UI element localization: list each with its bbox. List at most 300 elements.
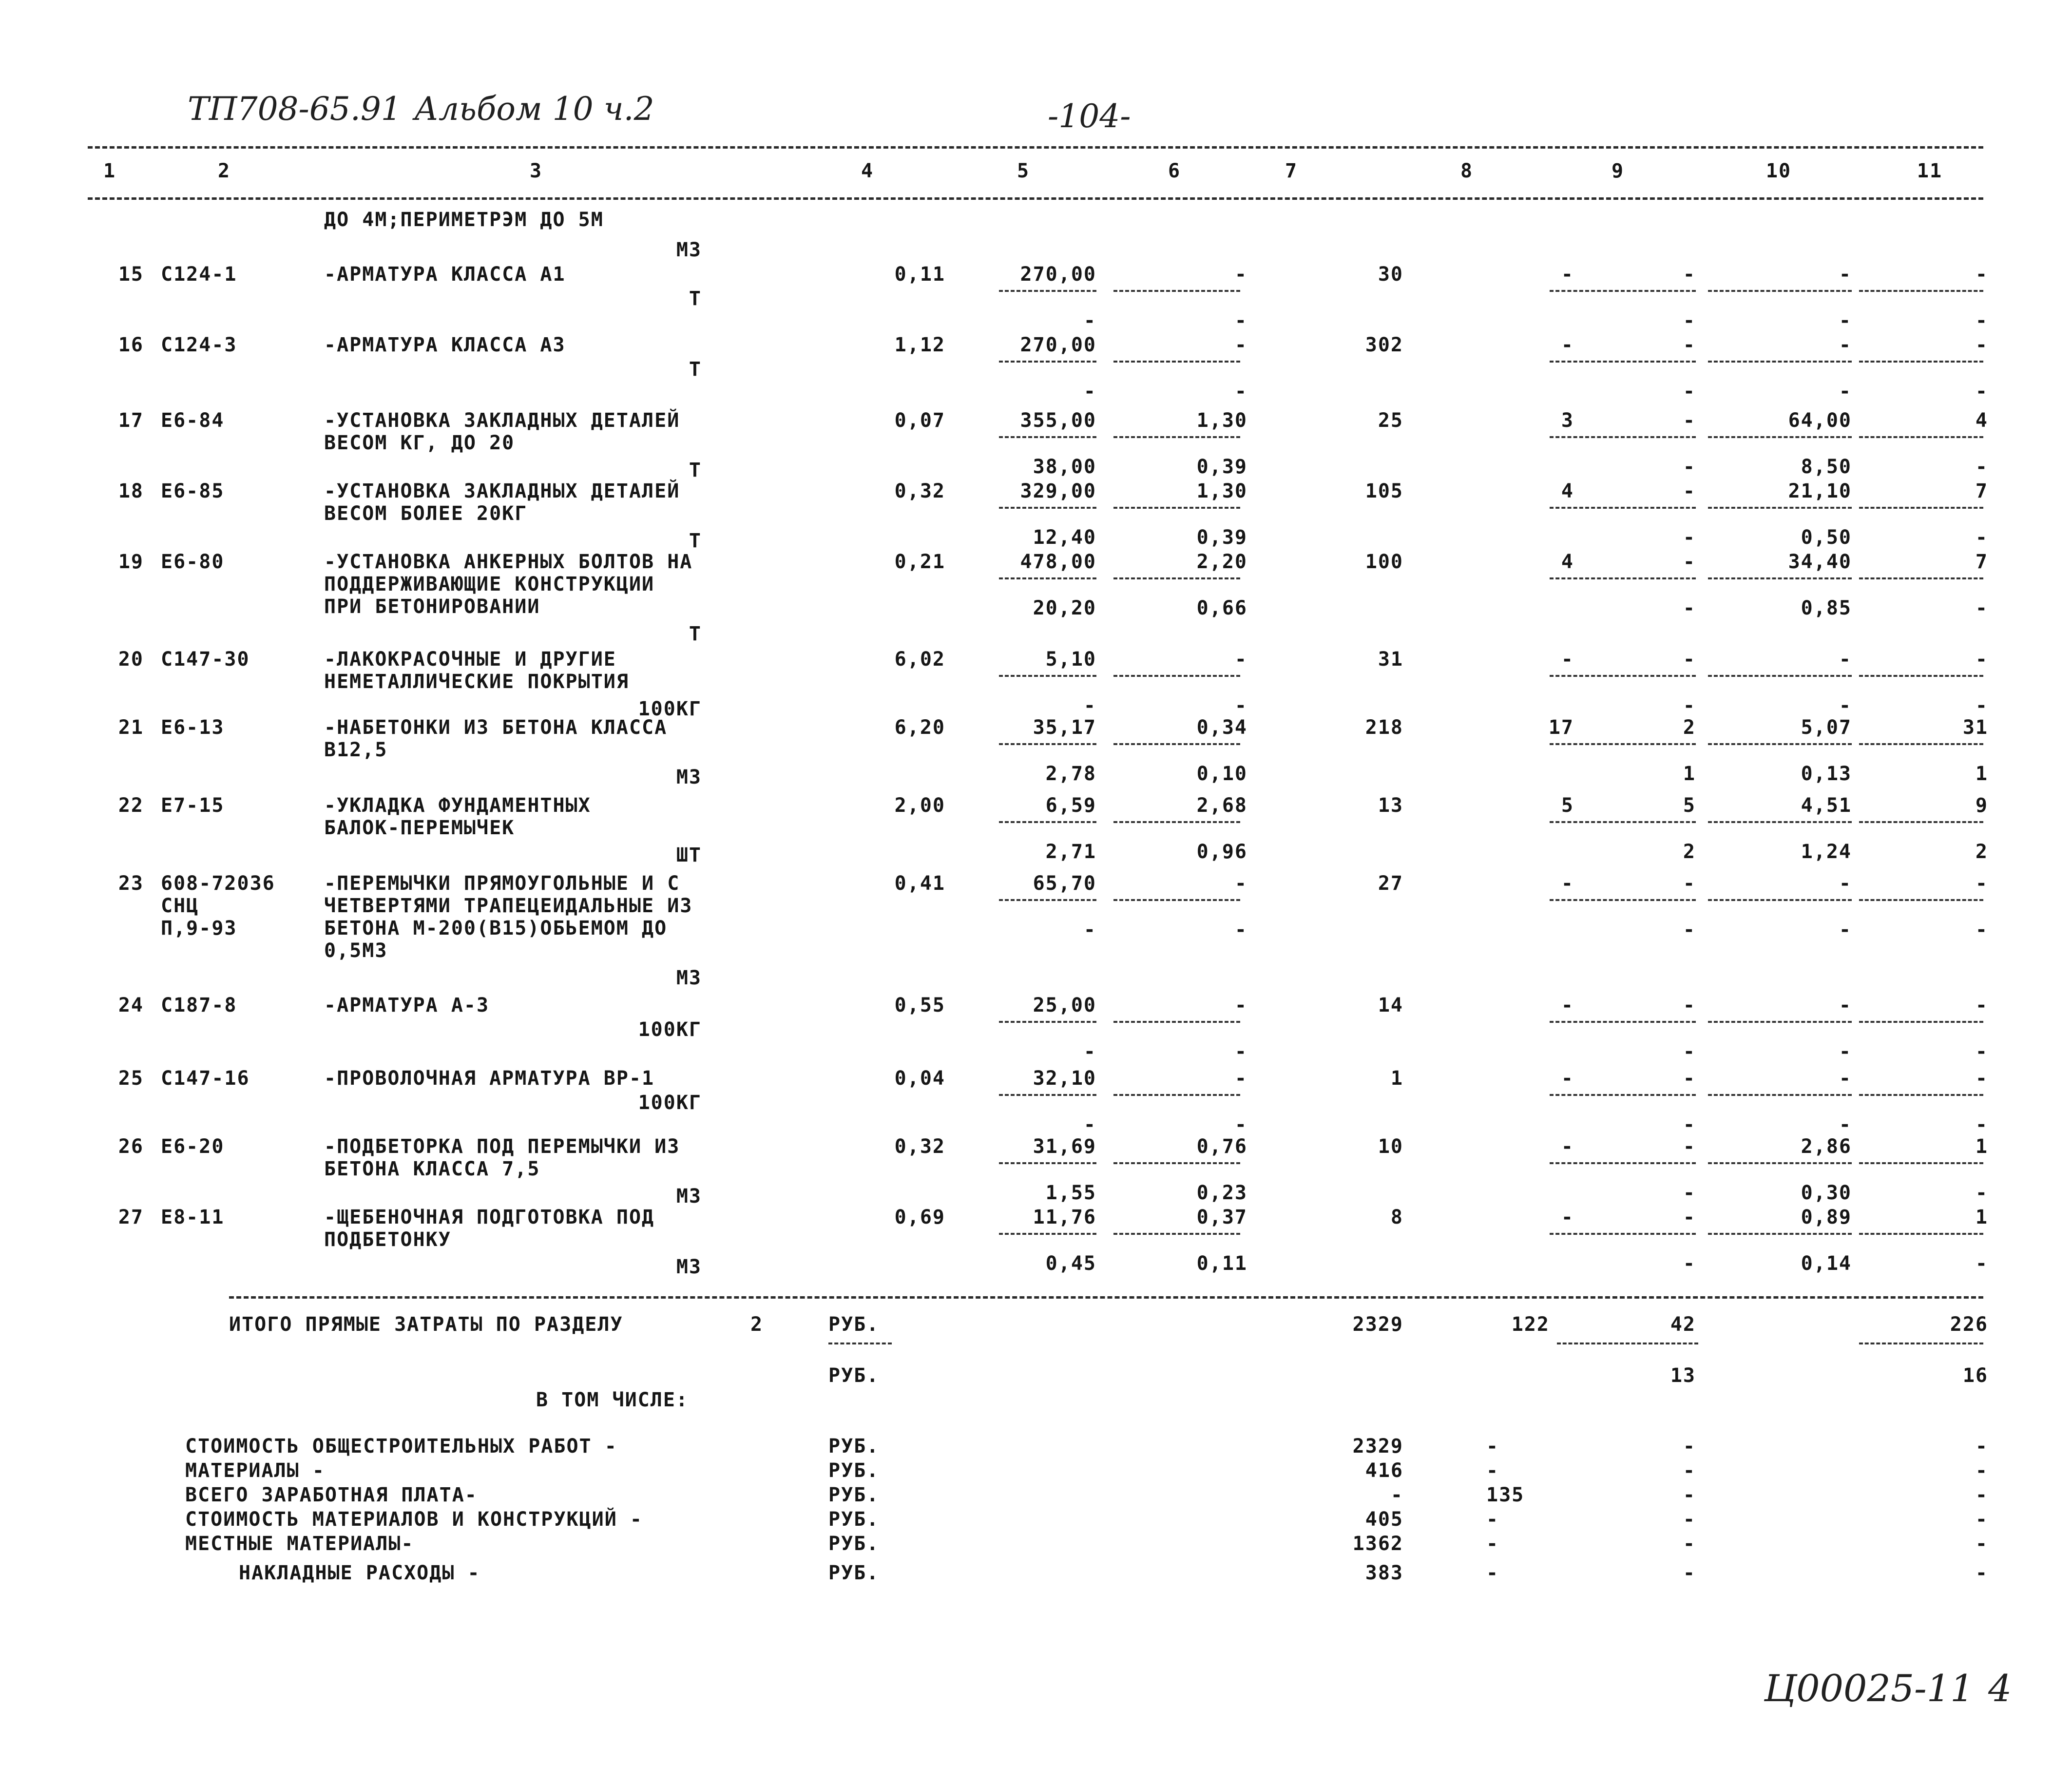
totals-top-rule <box>229 1296 1983 1299</box>
cell-divider <box>1708 1233 1852 1235</box>
row-description: -НАБЕТОНКИ ИЗ БЕТОНА КЛАССА <box>324 716 668 739</box>
cell-divider <box>1859 1162 1983 1164</box>
row-number: 18 <box>118 480 144 502</box>
cell-col6-sub: 0,23 <box>1196 1182 1247 1204</box>
summary-col7: 383 <box>1365 1562 1403 1584</box>
cell-col6: 1,30 <box>1196 480 1247 502</box>
cell-col4: 0,32 <box>894 1135 945 1158</box>
cell-divider <box>1113 743 1240 745</box>
cell-divider <box>999 361 1096 363</box>
cell-col8: - <box>1561 263 1574 286</box>
cell-col10-sub: 0,50 <box>1801 526 1852 549</box>
summary-unit: РУБ. <box>828 1435 880 1458</box>
cell-col8: 17 <box>1548 716 1574 739</box>
cell-col6: 2,68 <box>1196 794 1247 817</box>
summary-col11: - <box>1975 1459 1988 1482</box>
cell-col7: 14 <box>1378 994 1403 1017</box>
cell-col9-sub: - <box>1683 1113 1696 1136</box>
cell-col8: - <box>1561 994 1574 1017</box>
cell-col6-sub: 0,66 <box>1196 597 1247 619</box>
row-description: ВЕСОМ КГ, ДО 20 <box>324 432 515 454</box>
cell-col9-sub: - <box>1683 919 1696 941</box>
cell-col6: - <box>1234 334 1247 356</box>
row-number: 26 <box>118 1135 144 1158</box>
cell-col9: - <box>1683 334 1696 356</box>
cell-divider <box>999 1162 1096 1164</box>
column-number: 3 <box>529 160 543 182</box>
summary-col7: 1362 <box>1352 1533 1403 1555</box>
cell-col10: 34,40 <box>1788 551 1852 573</box>
summary-label: НАКЛАДНЫЕ РАСХОДЫ - <box>239 1562 480 1584</box>
cell-col6: 0,37 <box>1196 1206 1247 1228</box>
cell-col5: 11,76 <box>1033 1206 1096 1228</box>
cell-col6-sub: - <box>1234 1040 1247 1063</box>
row-unit: 100КГ <box>638 1018 702 1041</box>
summary-col8: - <box>1486 1508 1499 1531</box>
row-description: НЕМЕТАЛЛИЧЕСКИЕ ПОКРЫТИЯ <box>324 671 629 693</box>
cell-col4: 0,21 <box>894 551 945 573</box>
summary-unit: РУБ. <box>828 1533 880 1555</box>
row-unit: МЗ <box>676 766 702 788</box>
cell-col9: 5 <box>1683 794 1696 817</box>
summary-col9: - <box>1683 1484 1696 1506</box>
row-description: -ПЕРЕМЫЧКИ ПРЯМОУГОЛЬНЫЕ И С <box>324 872 680 895</box>
summary-unit: РУБ. <box>828 1508 880 1531</box>
cell-col6: - <box>1234 648 1247 671</box>
cell-col4: 0,55 <box>894 994 945 1017</box>
summary-col7: 416 <box>1365 1459 1403 1482</box>
summary-col11: - <box>1975 1508 1988 1531</box>
cell-col7: 31 <box>1378 648 1403 671</box>
cell-divider <box>1708 436 1852 438</box>
row-code: СНЦ <box>161 895 199 917</box>
cell-col10-sub: 0,14 <box>1801 1252 1852 1275</box>
cell-divider <box>1708 1162 1852 1164</box>
cell-divider <box>1550 361 1696 363</box>
cell-col11-sub: - <box>1975 919 1988 941</box>
summary-col8: 135 <box>1486 1484 1525 1506</box>
cell-col10: - <box>1839 334 1852 356</box>
cell-col6-sub: - <box>1234 694 1247 717</box>
cell-col11-sub: - <box>1975 1113 1988 1136</box>
row-code: Е6-80 <box>161 551 225 573</box>
cell-col11: 7 <box>1975 551 1988 573</box>
cell-col11: - <box>1975 994 1988 1017</box>
row-number: 27 <box>118 1206 144 1228</box>
cell-col7: 10 <box>1378 1135 1403 1158</box>
cell-divider <box>1113 675 1240 677</box>
cell-divider <box>1708 1021 1852 1023</box>
cell-divider <box>1113 436 1240 438</box>
cell-col5: 270,00 <box>1020 263 1096 286</box>
row-description: БАЛОК-ПЕРЕМЫЧЕК <box>324 817 515 839</box>
cell-col10: - <box>1839 1067 1852 1090</box>
cell-col8: - <box>1561 872 1574 895</box>
cell-col8: 4 <box>1561 480 1574 502</box>
cell-col11: - <box>1975 334 1988 356</box>
cell-col7: 1 <box>1390 1067 1403 1090</box>
total-unit-divider <box>828 1343 892 1344</box>
row-number: 15 <box>118 263 144 286</box>
cell-col6-sub: 0,10 <box>1196 763 1247 785</box>
cell-col7: 25 <box>1378 409 1403 432</box>
cell-divider <box>1859 290 1983 292</box>
cell-divider <box>1859 1233 1983 1235</box>
row-description: -УСТАНОВКА ЗАКЛАДНЫХ ДЕТАЛЕЙ <box>324 409 680 432</box>
cell-divider <box>999 577 1096 579</box>
row-code: С187-8 <box>161 994 237 1017</box>
cell-divider <box>999 290 1096 292</box>
cell-divider <box>1550 577 1696 579</box>
cell-col9-sub: 2 <box>1683 841 1696 863</box>
cell-col10-sub: - <box>1839 694 1852 717</box>
cell-col9: - <box>1683 994 1696 1017</box>
row-unit: МЗ <box>676 239 702 261</box>
cell-col6-sub: - <box>1234 309 1247 332</box>
footer-sheet-number: 4 <box>1988 1667 2012 1710</box>
cell-col11-sub: - <box>1975 1252 1988 1275</box>
cell-col7: 8 <box>1390 1206 1403 1228</box>
cell-divider <box>1550 1021 1696 1023</box>
cell-divider <box>1113 577 1240 579</box>
cell-col5: 31,69 <box>1033 1135 1096 1158</box>
total-label: ИТОГО ПРЯМЫЕ ЗАТРАТЫ ПО РАЗДЕЛУ <box>229 1313 623 1336</box>
cell-col4: 1,12 <box>894 334 945 356</box>
cell-col11-sub: - <box>1975 380 1988 403</box>
cell-col9-sub: - <box>1683 1040 1696 1063</box>
row-code: Е6-85 <box>161 480 225 502</box>
summary-col11: - <box>1975 1435 1988 1458</box>
row-code: С147-30 <box>161 648 250 671</box>
row-unit: МЗ <box>676 1256 702 1278</box>
cell-col10-sub: 1,24 <box>1801 841 1852 863</box>
row-unit: Т <box>689 358 702 381</box>
cell-col11: - <box>1975 263 1988 286</box>
cell-col6-sub: 0,96 <box>1196 841 1247 863</box>
total-col11-sub: 16 <box>1962 1364 1988 1387</box>
summary-col9: - <box>1683 1562 1696 1584</box>
including-heading: В ТОМ ЧИСЛЕ: <box>536 1389 689 1411</box>
row-number: 24 <box>118 994 144 1017</box>
cell-col10: - <box>1839 872 1852 895</box>
summary-unit: РУБ. <box>828 1459 880 1482</box>
column-number: 8 <box>1460 160 1474 182</box>
row-description: -ПРОВОЛОЧНАЯ АРМАТУРА ВР-1 <box>324 1067 655 1090</box>
cell-col10-sub: - <box>1839 380 1852 403</box>
cell-divider <box>999 675 1096 677</box>
cell-col10-sub: 8,50 <box>1801 456 1852 478</box>
cell-col11: 31 <box>1962 716 1988 739</box>
row-description: ПОДДЕРЖИВАЮЩИЕ КОНСТРУКЦИИ <box>324 573 655 595</box>
row-code: С124-1 <box>161 263 237 286</box>
page-number: -104- <box>1048 97 1131 135</box>
summary-col11: - <box>1975 1484 1988 1506</box>
total-col11: 226 <box>1950 1313 1988 1336</box>
cell-col8: - <box>1561 1206 1574 1228</box>
cell-col5: 25,00 <box>1033 994 1096 1017</box>
cell-col10: - <box>1839 994 1852 1017</box>
cell-divider <box>1550 821 1696 823</box>
cell-col5: 35,17 <box>1033 716 1096 739</box>
cell-col8: 3 <box>1561 409 1574 432</box>
cell-col5-sub: 2,71 <box>1045 841 1096 863</box>
row-description: -АРМАТУРА А-3 <box>324 994 490 1017</box>
cell-col11-sub: 1 <box>1975 763 1988 785</box>
cell-divider <box>999 507 1096 509</box>
row-number: 23 <box>118 872 144 895</box>
cell-col5-sub: - <box>1083 1113 1096 1136</box>
cell-col8: - <box>1561 1067 1574 1090</box>
row-unit: Т <box>689 623 702 645</box>
cell-divider <box>1708 743 1852 745</box>
cell-col10-sub: 0,13 <box>1801 763 1852 785</box>
cell-col10: 64,00 <box>1788 409 1852 432</box>
cell-col11-sub: - <box>1975 597 1988 619</box>
cell-divider <box>1550 743 1696 745</box>
cell-col9: - <box>1683 648 1696 671</box>
cell-col5-sub: 38,00 <box>1033 456 1096 478</box>
cell-col6-sub: - <box>1234 1113 1247 1136</box>
cell-divider <box>1550 1233 1696 1235</box>
cell-col10: 21,10 <box>1788 480 1852 502</box>
column-number: 10 <box>1765 160 1792 182</box>
summary-col7: 2329 <box>1352 1435 1403 1458</box>
row-code: Е8-11 <box>161 1206 225 1228</box>
cell-col8: - <box>1561 334 1574 356</box>
cell-col9-sub: - <box>1683 1252 1696 1275</box>
row-unit: МЗ <box>676 1185 702 1208</box>
cell-divider <box>1859 821 1983 823</box>
cell-divider <box>1550 507 1696 509</box>
cell-col4: 6,02 <box>894 648 945 671</box>
cell-divider <box>1708 361 1852 363</box>
cell-col10-sub: 0,85 <box>1801 597 1852 619</box>
cell-col11: - <box>1975 872 1988 895</box>
cell-col5-sub: 12,40 <box>1033 526 1096 549</box>
cell-divider <box>1708 675 1852 677</box>
cell-col6-sub: 0,39 <box>1196 526 1247 549</box>
cell-divider <box>1708 899 1852 901</box>
cell-col9-sub: - <box>1683 1182 1696 1204</box>
cell-col9-sub: - <box>1683 380 1696 403</box>
cell-divider <box>1708 507 1852 509</box>
cell-col11: 7 <box>1975 480 1988 502</box>
cell-col5: 5,10 <box>1045 648 1096 671</box>
cell-col9: - <box>1683 480 1696 502</box>
cell-col9: - <box>1683 1135 1696 1158</box>
continuation-text: ДО 4М;ПЕРИМЕТРЭМ ДО 5М <box>324 209 604 231</box>
row-unit: 100КГ <box>638 1092 702 1114</box>
row-description: -УСТАНОВКА ЗАКЛАДНЫХ ДЕТАЛЕЙ <box>324 480 680 502</box>
cell-col9: - <box>1683 872 1696 895</box>
row-unit: Т <box>689 459 702 481</box>
cell-divider <box>1859 675 1983 677</box>
cell-col6: - <box>1234 263 1247 286</box>
row-description: БЕТОНА М-200(В15)ОБЬЕМОМ ДО <box>324 917 668 940</box>
row-description: ПОДБЕТОНКУ <box>324 1228 451 1251</box>
cell-col9-sub: - <box>1683 309 1696 332</box>
cell-col10-sub: 0,30 <box>1801 1182 1852 1204</box>
cell-col7: 100 <box>1365 551 1403 573</box>
cell-col8: - <box>1561 648 1574 671</box>
footer-stamp: Ц00025-11 <box>1764 1667 1974 1710</box>
cell-col10-sub: - <box>1839 1040 1852 1063</box>
cell-divider <box>1708 577 1852 579</box>
cell-col11: 4 <box>1975 409 1988 432</box>
cell-col10: - <box>1839 648 1852 671</box>
cell-col11-sub: - <box>1975 1040 1988 1063</box>
cell-col5: 329,00 <box>1020 480 1096 502</box>
cell-divider <box>999 1233 1096 1235</box>
doc-code: ТП708-65.91 <box>188 90 402 128</box>
cell-divider <box>1113 1162 1240 1164</box>
cell-divider <box>999 899 1096 901</box>
cell-divider <box>1550 675 1696 677</box>
cell-col7: 27 <box>1378 872 1403 895</box>
row-code: С124-3 <box>161 334 237 356</box>
row-code: Е6-13 <box>161 716 225 739</box>
table-top-rule <box>88 146 1983 149</box>
row-description: -УСТАНОВКА АНКЕРНЫХ БОЛТОВ НА <box>324 551 693 573</box>
cell-col5-sub: 2,78 <box>1045 763 1096 785</box>
cell-divider <box>999 1094 1096 1096</box>
cell-col5-sub: 0,45 <box>1045 1252 1096 1275</box>
total-col9-sub: 13 <box>1670 1364 1696 1387</box>
cell-divider <box>1859 436 1983 438</box>
summary-col8: - <box>1486 1435 1499 1458</box>
column-number: 6 <box>1168 160 1181 182</box>
summary-col11: - <box>1975 1533 1988 1555</box>
total-col11-divider <box>1859 1343 1983 1344</box>
row-code: С147-16 <box>161 1067 250 1090</box>
cell-col5-sub: - <box>1083 694 1096 717</box>
cell-col4: 2,00 <box>894 794 945 817</box>
cell-col4: 0,07 <box>894 409 945 432</box>
row-description: -ЩЕБЕНОЧНАЯ ПОДГОТОВКА ПОД <box>324 1206 655 1228</box>
row-description: ВЕСОМ БОЛЕЕ 20КГ <box>324 502 528 525</box>
cell-col6: - <box>1234 872 1247 895</box>
cell-col10: 2,86 <box>1801 1135 1852 1158</box>
cell-divider <box>1113 1233 1240 1235</box>
row-description: ПРИ БЕТОНИРОВАНИИ <box>324 595 540 618</box>
cell-col5-sub: 1,55 <box>1045 1182 1096 1204</box>
total-col9: 42 <box>1670 1313 1696 1336</box>
summary-label: СТОИМОСТЬ МАТЕРИАЛОВ И КОНСТРУКЦИЙ - <box>185 1508 643 1531</box>
cell-divider <box>1859 899 1983 901</box>
cell-col11: 9 <box>1975 794 1988 817</box>
cell-divider <box>1550 1162 1696 1164</box>
cell-col5-sub: - <box>1083 380 1096 403</box>
total-section: 2 <box>750 1313 764 1336</box>
cell-col6-sub: 0,11 <box>1196 1252 1247 1275</box>
cell-divider <box>1550 290 1696 292</box>
cell-col6-sub: - <box>1234 380 1247 403</box>
cell-col11-sub: 2 <box>1975 841 1988 863</box>
column-number: 7 <box>1285 160 1298 182</box>
cell-divider <box>1113 1021 1240 1023</box>
row-description: ЧЕТВЕРТЯМИ ТРАПЕЦЕИДАЛЬНЫЕ ИЗ <box>324 895 693 917</box>
cell-col7: 302 <box>1365 334 1403 356</box>
cell-col6: 0,34 <box>1196 716 1247 739</box>
row-code: Е7-15 <box>161 794 225 817</box>
column-number: 11 <box>1917 160 1943 182</box>
row-code: П,9-93 <box>161 917 237 940</box>
cell-col6-sub: 0,39 <box>1196 456 1247 478</box>
summary-label: СТОИМОСТЬ ОБЩЕСТРОИТЕЛЬНЫХ РАБОТ - <box>185 1435 617 1458</box>
cell-col6: 2,20 <box>1196 551 1247 573</box>
summary-col9: - <box>1683 1508 1696 1531</box>
row-description: -УКЛАДКА ФУНДАМЕНТНЫХ <box>324 794 591 817</box>
row-number: 22 <box>118 794 144 817</box>
cell-divider <box>1859 361 1983 363</box>
row-description: -ПОДБЕТОРКА ПОД ПЕРЕМЫЧКИ ИЗ <box>324 1135 680 1158</box>
cell-col9: - <box>1683 1206 1696 1228</box>
row-description: БЕТОНА КЛАССА 7,5 <box>324 1158 540 1180</box>
cell-col5: 65,70 <box>1033 872 1096 895</box>
cell-col9: - <box>1683 409 1696 432</box>
total-col8: 122 <box>1511 1313 1550 1336</box>
cell-col10-sub: - <box>1839 1113 1852 1136</box>
cell-col8: - <box>1561 1135 1574 1158</box>
summary-col8: - <box>1486 1459 1499 1482</box>
cell-col11: 1 <box>1975 1135 1988 1158</box>
total-col9-divider <box>1557 1343 1698 1344</box>
cell-col4: 0,32 <box>894 480 945 502</box>
summary-unit: РУБ. <box>828 1562 880 1584</box>
cell-divider <box>1550 899 1696 901</box>
row-unit: Т <box>689 530 702 552</box>
summary-unit: РУБ. <box>828 1484 880 1506</box>
cell-col7: 30 <box>1378 263 1403 286</box>
cell-col9: - <box>1683 263 1696 286</box>
cell-col10: 4,51 <box>1801 794 1852 817</box>
album-title: Альбом 10 ч.2 <box>414 90 654 128</box>
summary-col7: 405 <box>1365 1508 1403 1531</box>
row-unit: ШТ <box>676 844 702 866</box>
row-description: -АРМАТУРА КЛАССА А1 <box>324 263 566 286</box>
cell-col11-sub: - <box>1975 694 1988 717</box>
summary-col11: - <box>1975 1562 1988 1584</box>
cell-col10: 5,07 <box>1801 716 1852 739</box>
cell-col5: 32,10 <box>1033 1067 1096 1090</box>
row-number: 25 <box>118 1067 144 1090</box>
cell-col8: 5 <box>1561 794 1574 817</box>
row-description: 0,5МЗ <box>324 940 388 962</box>
cell-col6: - <box>1234 994 1247 1017</box>
cell-col9-sub: - <box>1683 597 1696 619</box>
summary-label: МЕСТНЫЕ МАТЕРИАЛЫ- <box>185 1533 414 1555</box>
cell-divider <box>1708 290 1852 292</box>
cell-divider <box>1859 743 1983 745</box>
cell-divider <box>999 743 1096 745</box>
cell-divider <box>1550 1094 1696 1096</box>
cell-divider <box>1708 1094 1852 1096</box>
cell-divider <box>999 1021 1096 1023</box>
row-description: В12,5 <box>324 739 388 761</box>
cell-divider <box>1550 436 1696 438</box>
summary-col8: - <box>1486 1562 1499 1584</box>
cell-col6: - <box>1234 1067 1247 1090</box>
cell-col5: 6,59 <box>1045 794 1096 817</box>
header-bottom-rule <box>88 197 1983 200</box>
cell-col7: 13 <box>1378 794 1403 817</box>
row-code: Е6-20 <box>161 1135 225 1158</box>
cell-col4: 0,41 <box>894 872 945 895</box>
summary-col9: - <box>1683 1459 1696 1482</box>
row-unit: 100КГ <box>638 698 702 720</box>
cell-divider <box>1859 507 1983 509</box>
cell-col11-sub: - <box>1975 309 1988 332</box>
